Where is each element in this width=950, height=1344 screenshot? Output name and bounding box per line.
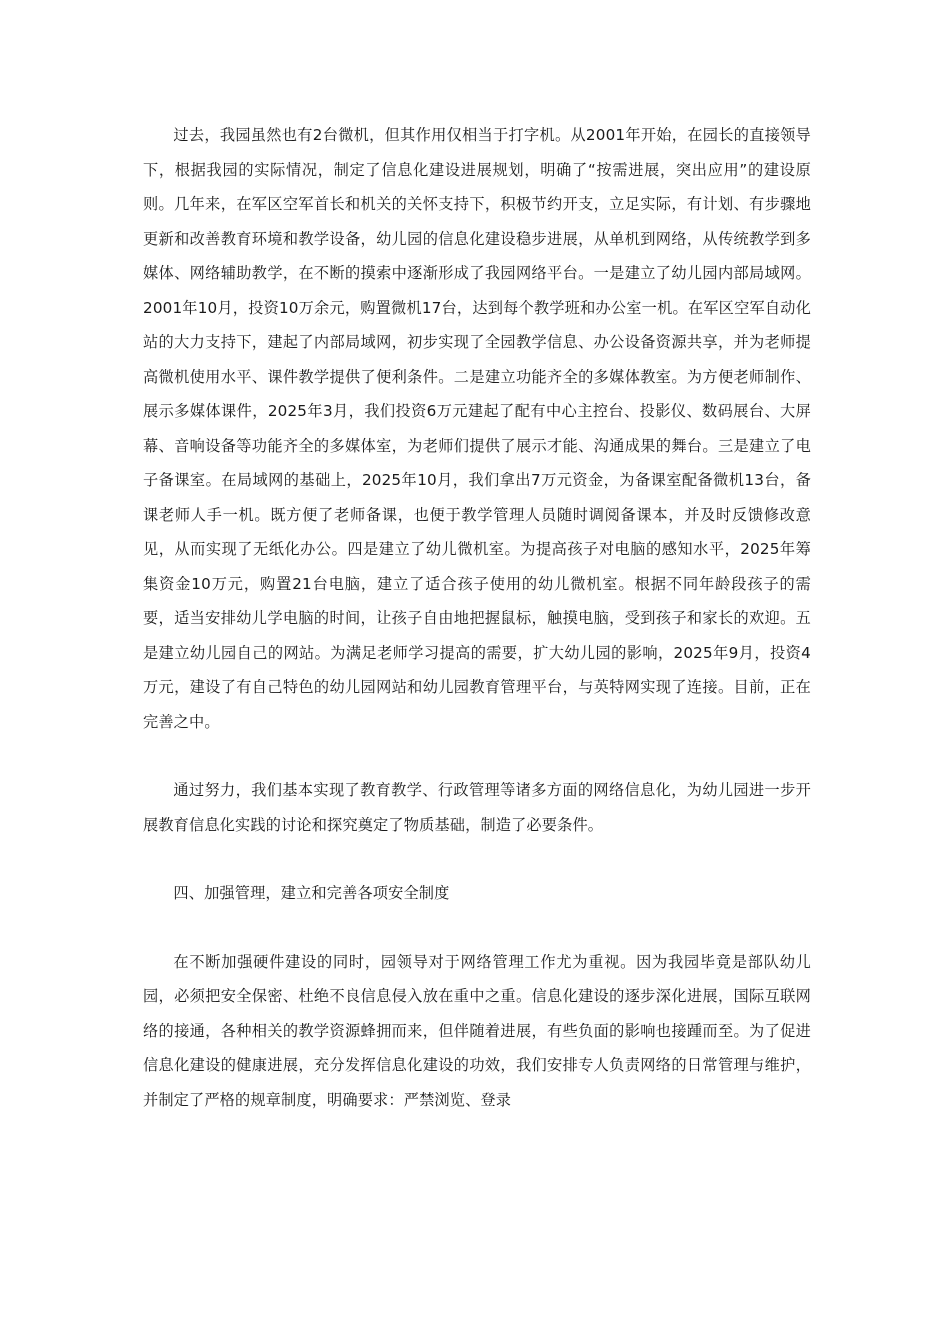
paragraph-infrastructure: 过去，我园虽然也有2台微机，但其作用仅相当于打字机。从2001年开始，在园长的直接领导下，根据我园的实际情况，制定了信息化建设进展规划，明确了“按需进展，突出应用”的建设原则。几年来，在军区空军首长和机关的关怀支持下，积极节约开支，立足实际，有计划、有步骤地更新和改善教育环境和教学设备，幼儿园的信息化建设稳步进展，从单机到网络，从传统教学到多媒体、网络辅助教学，在不断的摸索中逐渐形成了我园网络平台。一是建立了幼儿园内部局域网。2001年10月，投资10万余元，购置微机17台，达到每个教学班和办公室一机。在军区空军自动化站的大力支持下，建起了内部局域网，初步实现了全园教学信息、办公设备资源共享，并为老师提高微机使用水平、课件教学提供了便利条件。二是建立功能齐全的多媒体教室。为方便老师制作、展示多媒体课件，2025年3月，我们投资6万元建起了配有中心主控台、投影仪、数码展台、大屏幕、音响设备等功能齐全的多媒体室，为老师们提供了展示才能、沟通成果的舞台。三是建立了电子备课室。在局域网的基础上，2025年10月，我们拿出7万元资金，为备课室配备微机13台，备课老师人手一机。既方便了老师备课，也便于教学管理人员随时调阅备课本，并及时反馈修改意见，从而实现了无纸化办公。四是建立了幼儿微机室。为提高孩子对电脑的感知水平，2025年筹集资金10万元，购置21台电脑，建立了适合孩子使用的幼儿微机室。根据不同年龄段孩子的需要，适当安排幼儿学电脑的时间，让孩子自由地把握鼠标，触摸电脑，受到孩子和家长的欢迎。五是建立幼儿园自己的网站。为满足老师学习提高的需要，扩大幼儿园的影响，2025年9月，投资4万元，建设了有自己特色的幼儿园网站和幼儿园教育管理平台，与英特网实现了连接。目前，正在完善之中。 xyxy=(143,126,811,731)
paragraph-management: 在不断加强硬件建设的同时，园领导对于网络管理工作尤为重视。因为我园毕竟是部队幼儿园，必须把安全保密、杜绝不良信息侵入放在重中之重。信息化建设的逐步深化进展，国际互联网络的接通，各种相关的教学资源蜂拥而来，但伴随着进展，有些负面的影响也接踵而至。为了促进信息化建设的健康进展，充分发挥信息化建设的功效，我们安排专人负责网络的日常管理与维护，并制定了严格的规章制度，明确要求：严禁浏览、登录 xyxy=(143,952,811,1109)
section-heading: 四、加强管理，建立和完善各项安全制度 xyxy=(173,884,450,902)
document-page xyxy=(143,118,811,1117)
paragraph-summary: 通过努力，我们基本实现了教育教学、行政管理等诸多方面的网络信息化，为幼儿园进一步开展教育信息化实践的讨论和探究奠定了物质基础，制造了必要条件。 xyxy=(143,781,811,834)
